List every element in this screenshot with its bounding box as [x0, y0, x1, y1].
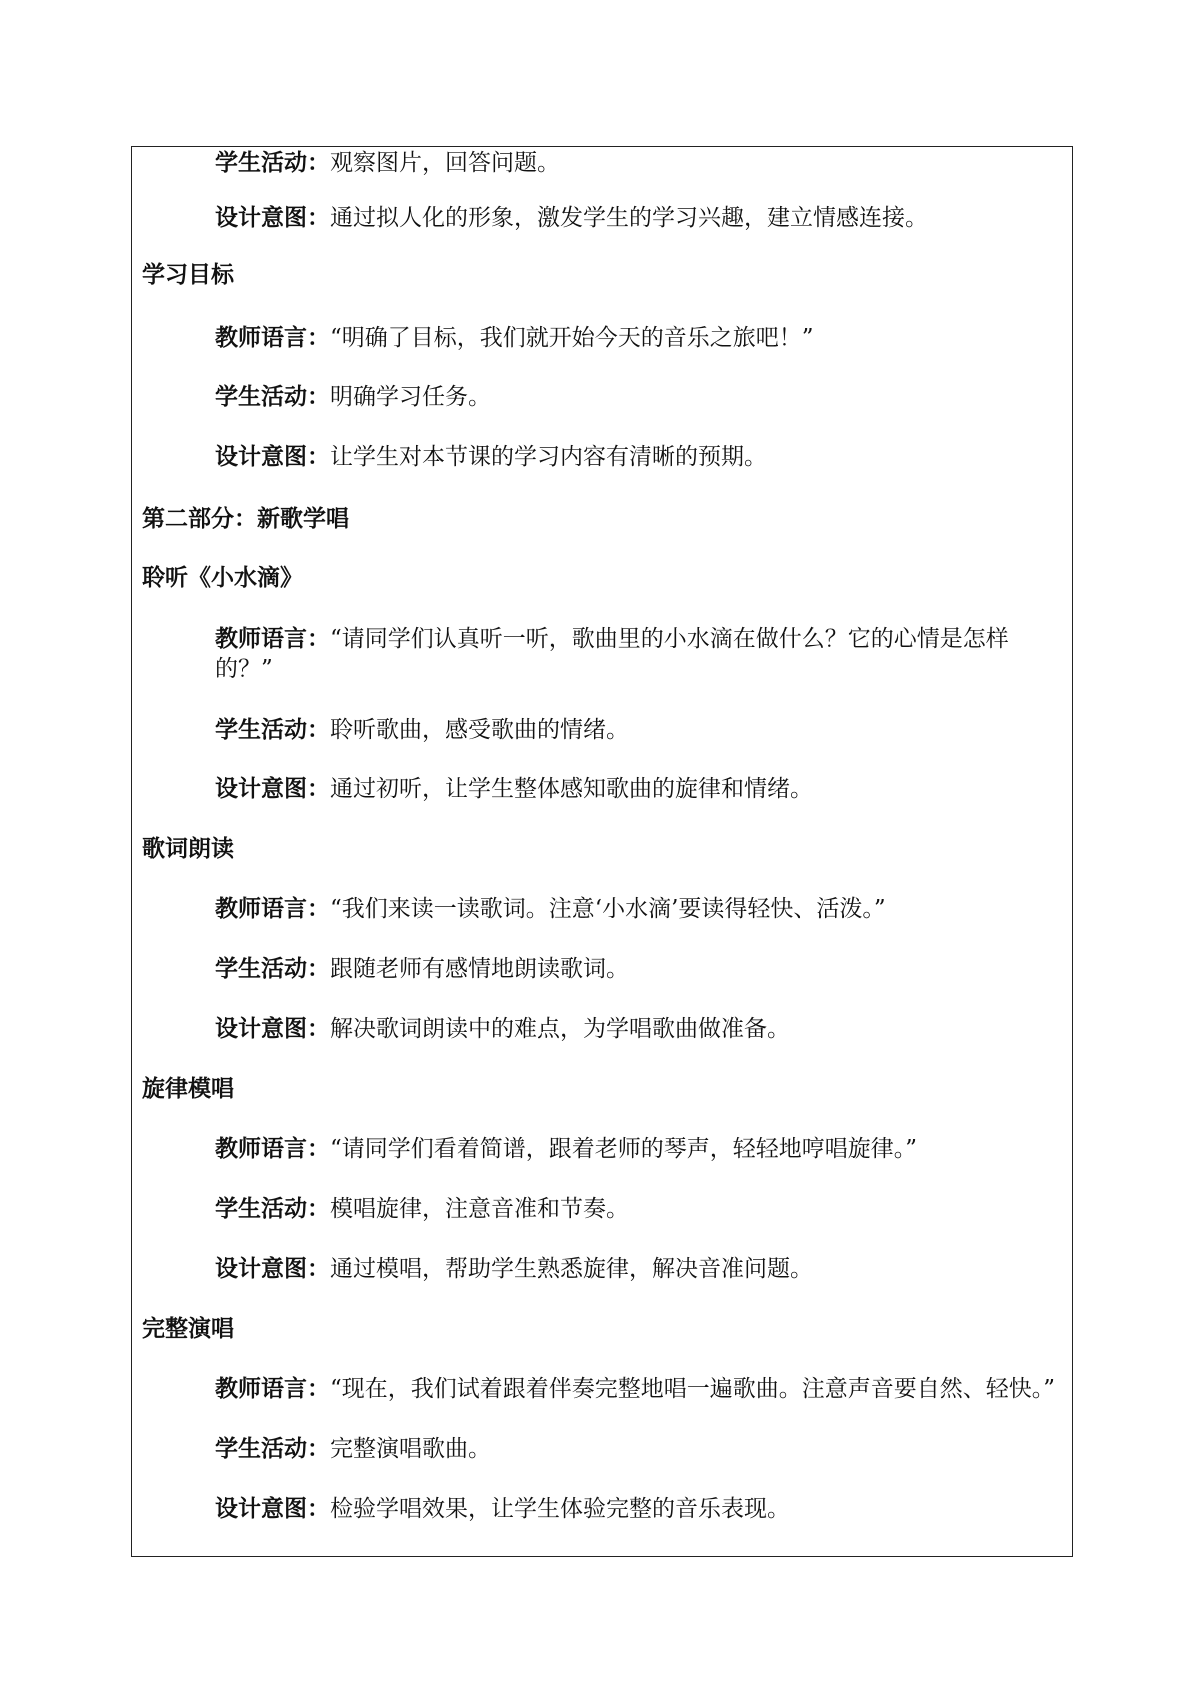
row-label: 设计意图： — [215, 443, 330, 470]
row-design-intent-4 — [215, 1014, 790, 1044]
row-text: 通过拟人化的形象，激发学生的学习兴趣，建立情感连接。 — [330, 205, 928, 231]
heading-lyrics-reading: 歌词朗读 — [142, 835, 234, 862]
row-teacher-language-5 — [215, 1374, 1055, 1404]
row-label: 教师语言： — [215, 324, 330, 351]
heading-listen-song: 聆听《小水滴》 — [142, 564, 303, 591]
row-design-intent-5 — [215, 1254, 813, 1284]
row-label: 学生活动： — [215, 149, 330, 176]
row-student-activity-4 — [215, 954, 629, 984]
content-table-cell — [131, 146, 1073, 1557]
row-label: 教师语言： — [215, 1375, 330, 1402]
row-text: 解决歌词朗读中的难点，为学唱歌曲做准备。 — [330, 1016, 790, 1042]
row-student-activity-1 — [215, 148, 560, 178]
heading-melody-humming: 旋律模唱 — [142, 1075, 234, 1102]
row-text: 完整演唱歌曲。 — [330, 1436, 491, 1462]
heading-part-two: 第二部分：新歌学唱 — [142, 505, 349, 532]
row-student-activity-6 — [215, 1434, 491, 1464]
row-label: 教师语言： — [215, 895, 330, 922]
row-design-intent-2 — [215, 442, 767, 472]
row-label: 设计意图： — [215, 775, 330, 802]
row-label: 设计意图： — [215, 1015, 330, 1042]
row-text: 模唱旋律，注意音准和节奏。 — [330, 1196, 629, 1222]
row-label: 设计意图： — [215, 1255, 330, 1282]
row-label: 教师语言： — [215, 625, 330, 652]
row-text: 让学生对本节课的学习内容有清晰的预期。 — [330, 444, 767, 470]
row-label: 学生活动： — [215, 383, 330, 410]
row-text: “明确了目标，我们就开始今天的音乐之旅吧！” — [330, 325, 814, 351]
row-text: “请同学们认真听一听，歌曲里的小水滴在做什么？它的心情是怎样的？” — [215, 626, 1009, 682]
row-design-intent-1 — [215, 203, 928, 233]
row-text: 检验学唱效果，让学生体验完整的音乐表现。 — [330, 1496, 790, 1522]
row-text: 观察图片，回答问题。 — [330, 150, 560, 176]
row-label: 教师语言： — [215, 1135, 330, 1162]
row-student-activity-2 — [215, 382, 491, 412]
row-label: 学生活动： — [215, 1195, 330, 1222]
row-text: 通过模唱，帮助学生熟悉旋律，解决音准问题。 — [330, 1256, 813, 1282]
row-label: 学生活动： — [215, 1435, 330, 1462]
row-label: 设计意图： — [215, 204, 330, 231]
row-label: 学生活动： — [215, 716, 330, 743]
row-text: “现在，我们试着跟着伴奏完整地唱一遍歌曲。注意声音要自然、轻快。” — [330, 1376, 1056, 1402]
row-teacher-language-1 — [215, 323, 814, 353]
row-text: 跟随老师有感情地朗读歌词。 — [330, 956, 629, 982]
row-student-activity-3 — [215, 715, 629, 745]
row-design-intent-6 — [215, 1494, 790, 1524]
row-teacher-language-4 — [215, 1134, 917, 1164]
row-text: 明确学习任务。 — [330, 384, 491, 410]
row-student-activity-5 — [215, 1194, 629, 1224]
row-teacher-language-2 — [215, 624, 1065, 684]
row-label: 学生活动： — [215, 955, 330, 982]
row-text: 聆听歌曲，感受歌曲的情绪。 — [330, 717, 629, 743]
row-teacher-language-3 — [215, 894, 886, 924]
row-design-intent-3 — [215, 774, 813, 804]
row-text: “我们来读一读歌词。注意‘小水滴’要读得轻快、活泼。” — [330, 896, 886, 922]
row-label: 设计意图： — [215, 1495, 330, 1522]
row-text: 通过初听，让学生整体感知歌曲的旋律和情绪。 — [330, 776, 813, 802]
heading-full-singing: 完整演唱 — [142, 1315, 234, 1342]
row-text: “请同学们看着简谱，跟着老师的琴声，轻轻地哼唱旋律。” — [330, 1136, 918, 1162]
heading-learning-goals: 学习目标 — [142, 261, 234, 288]
